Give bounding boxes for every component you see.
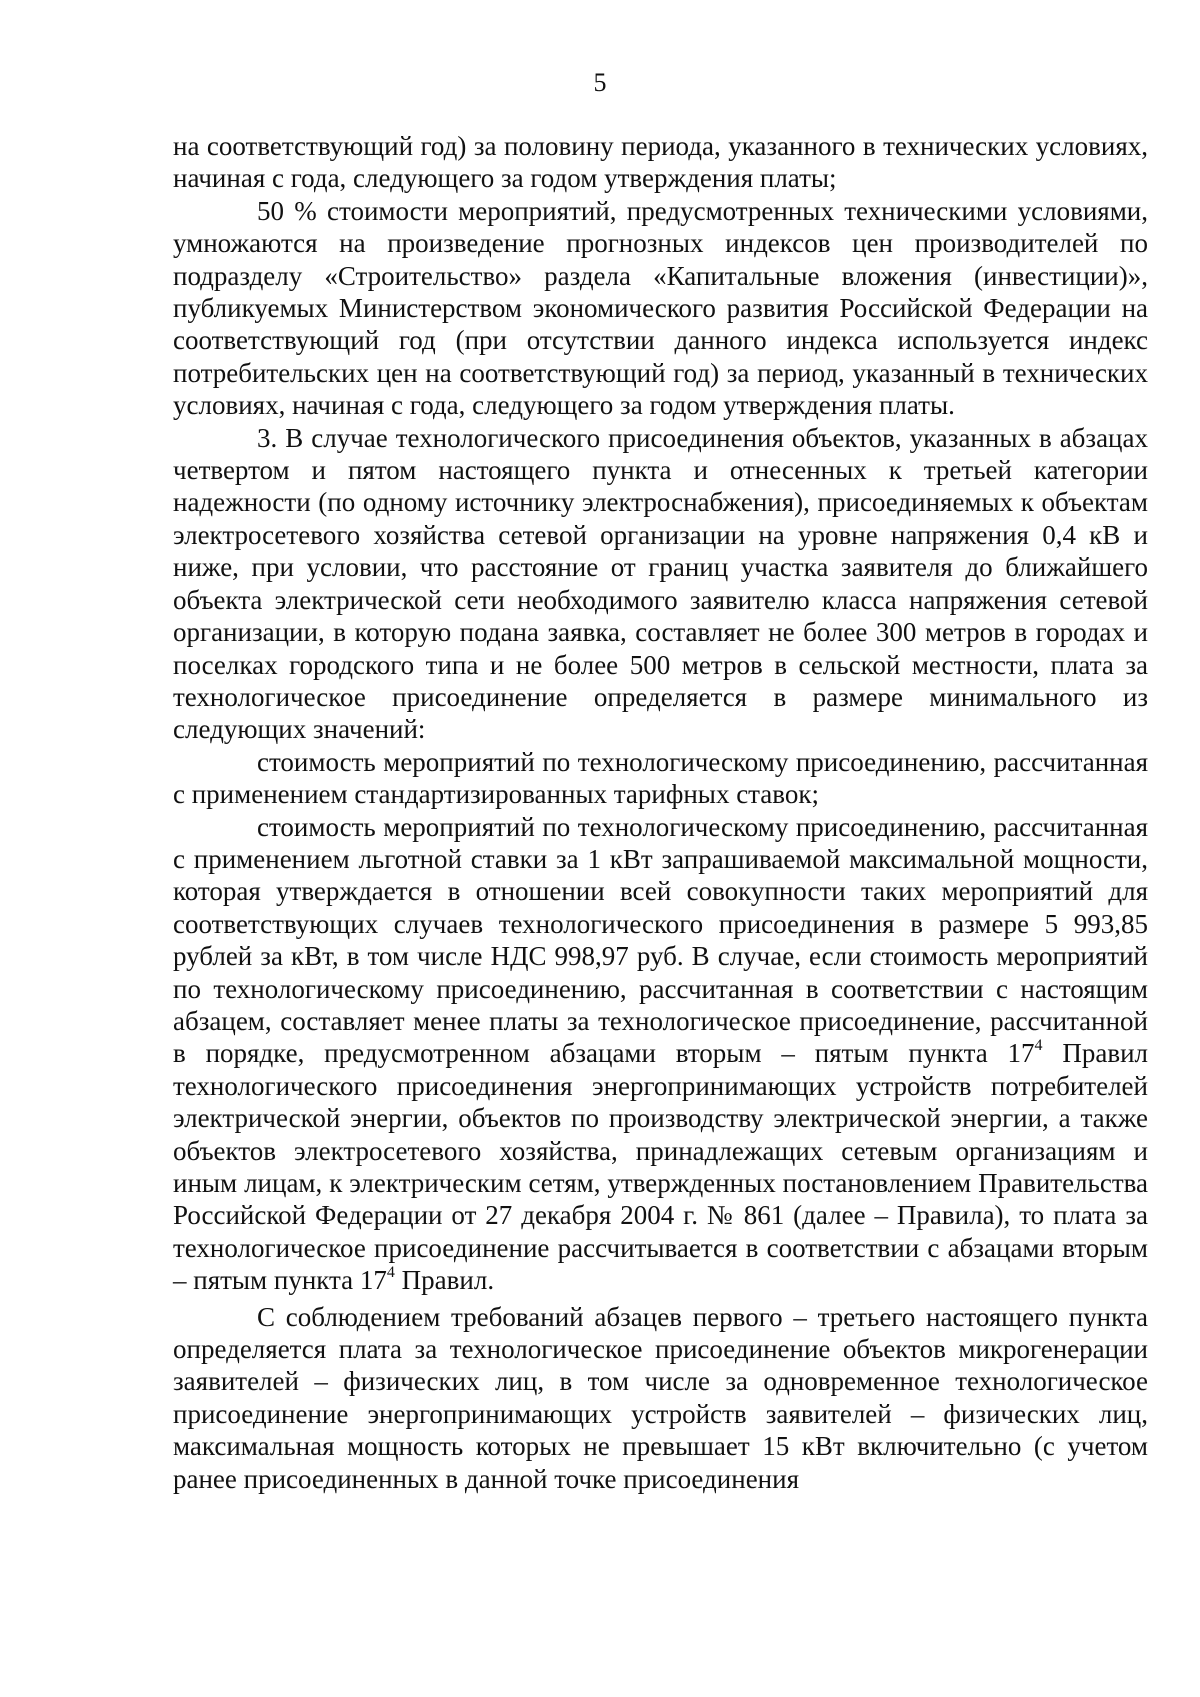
superscript: 4 (1034, 1037, 1043, 1055)
text-segment: Правил технологического присоединения энергопринимающих устройств потребителей электрической энергии, объектов по производству электрической энергии, а также объектов электросетевого хозяйства, принадлежащих сетевым организациям и иным лицам, к электрическим сетям, утвержденных постановлением Правительства Российской Федерации от 27 декабря 2004 г. № 861 (далее – Правила), то плата за технологическое присоединение рассчитывается в соответствии с абзацами вторым – пятым пункта 17 (173, 1038, 1148, 1296)
document-body (173, 130, 1148, 1495)
paragraph-preferential-rate (173, 811, 1148, 1297)
text-segment: Правил. (394, 1265, 495, 1296)
paragraph-item-3: 3. В случае технологического присоединения объектов, указанных в абзацах четвертом и пятом настоящего пункта и отнесенных к третьей категории надежности (по одному источнику электроснабжения), присоединяемых к объектам электросетевого хозяйства сетевой организации на уровне напряжения 0,4 кВ и ниже, при условии, что расстояние от границ участка заявителя до ближайшего объекта электрической сети необходимого заявителю класса напряжения сетевой организации, в которую подана заявка, составляет не более 300 метров в городах и поселках городского типа и не более 500 метров в сельской местности, плата за технологическое присоединение определяется в размере минимального из следующих значений: (173, 422, 1148, 745)
paragraph-continuation: на соответствующий год) за половину периода, указанного в технических условиях, начиная с года, следующего за годом утверждения платы; (173, 131, 1148, 194)
paragraph-price-indices: 50 % стоимости мероприятий, предусмотренных техническими условиями, умножаются на произведение прогнозных индексов цен производителей по подразделу «Строительство» раздела «Капитальные вложения (инвестиции)», публикуемых Министерством экономического развития Российской Федерации на соответствующий год (при отсутствии данного индекса используется индекс потребительских цен на соответствующий год) за период, указанный в технических условиях, начиная с года, следующего за годом утверждения платы. (173, 195, 1148, 421)
paragraph-standard-rates: стоимость мероприятий по технологическому присоединению, рассчитанная с применением стандартизированных тарифных ставок; (173, 746, 1148, 810)
page-number: 5 (593, 68, 607, 97)
text-segment: стоимость мероприятий по технологическому присоединению, рассчитанная с применением льготной ставки за 1 кВт запрашиваемой максимальной мощности, которая утверждается в отношении всей совокупности таких мероприятий для соответствующих случаев технологического присоединения в размере 5 993,85 рублей за кВт, в том числе НДС 998,97 руб. В случае, если стоимость мероприятий по технологическому присоединению, рассчитанная в соответствии с настоящим абзацем, составляет менее платы за технологическое присоединение, рассчитанной в порядке, предусмотренном абзацами вторым – пятым пункта 17 (173, 811, 1148, 1069)
paragraph-microgeneration: С соблюдением требований абзацев первого – третьего настоящего пункта определяется плата за технологическое присоединение объектов микрогенерации заявителей – физических лиц, в том числе за одновременное технологическое присоединение энергопринимающих устройств заявителей – физических лиц, максимальная мощность которых не превышает 15 кВт включительно (с учетом ранее присоединенных в данной точке присоединения (173, 1301, 1148, 1494)
superscript: 4 (386, 1264, 395, 1282)
